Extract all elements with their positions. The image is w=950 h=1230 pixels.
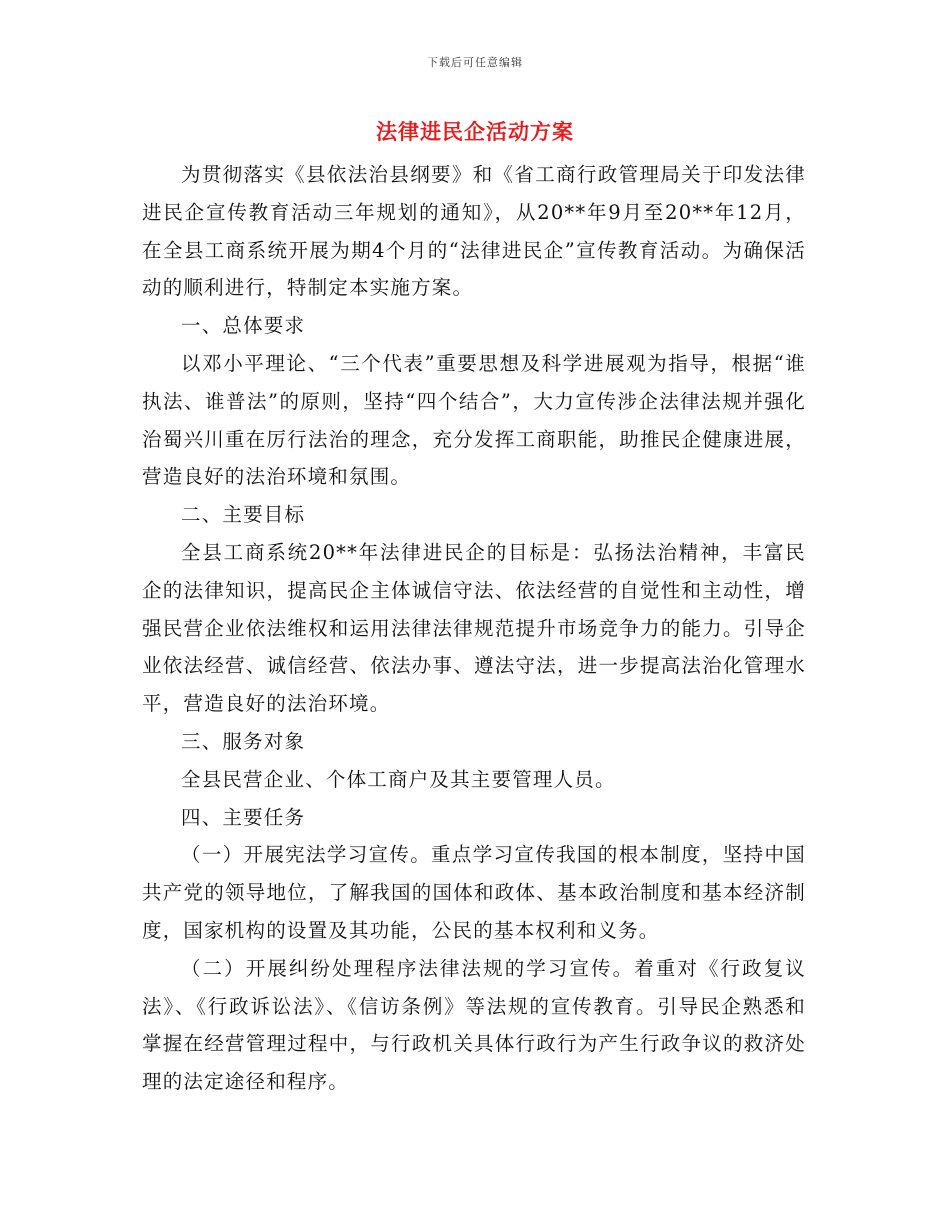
- section-heading-general-requirements: 一、总体要求: [181, 314, 306, 338]
- section-heading-main-tasks: 四、主要任务: [181, 805, 306, 829]
- general-requirements-paragraph: 以邓小平理论、“三个代表”重要思想及科学进展观为指导，根据“谁执法、谁普法”的原则，坚持“四个结合”，大力宣传涉企法律法规并强化治蜀兴川重在厉行法治的理念，充分发挥工商职能，助推民企健康进展，营造良好的法治环境和氛围。: [142, 351, 806, 489]
- section-heading-service-targets: 三、服务对象: [181, 729, 306, 753]
- document-title: 法律进民企活动方案: [376, 119, 574, 144]
- document-body: [142, 156, 806, 1101]
- task-one-paragraph: （一）开展宪法学习宣传。重点学习宣传我国的根本制度，坚持中国共产党的领导地位，了解我国的国体和政体、基本政治制度和基本经济制度，国家机构的设置及其功能，公民的基本权利和义务。: [142, 843, 806, 942]
- main-goals-paragraph: 全县工商系统20**年法律进民企的目标是：弘扬法治精神，丰富民企的法律知识，提高民企主体诚信守法、依法经营的自觉性和主动性，增强民营企业依法维权和运用法律法律规范提升市场竞争力的能力。引导企业依法经营、诚信经营、依法办事、遵法守法，进一步提高法治化管理水平，营造良好的法治环境。: [142, 540, 806, 716]
- section-heading-main-goals: 二、主要目标: [181, 503, 306, 527]
- intro-paragraph: 为贯彻落实《县依法治县纲要》和《省工商行政管理局关于印发法律进民企宣传教育活动三年规划的通知》，从20**年9月至20**年12月，在全县工商系统开展为期4个月的“法律进民企”宣传教育活动。为确保活动的顺利进行，特制定本实施方案。: [142, 163, 806, 300]
- header-note: 下载后可任意编辑: [427, 56, 523, 69]
- task-two-paragraph: （二）开展纠纷处理程序法律法规的学习宣传。着重对《行政复议法》、《行政诉讼法》、《信访条例》等法规的宣传教育。引导民企熟悉和掌握在经营管理过程中，与行政机关具体行政行为产生行政争议的救济处理的法定途径和程序。: [142, 956, 806, 1094]
- service-targets-paragraph: 全县民营企业、个体工商户及其主要管理人员。: [181, 767, 616, 791]
